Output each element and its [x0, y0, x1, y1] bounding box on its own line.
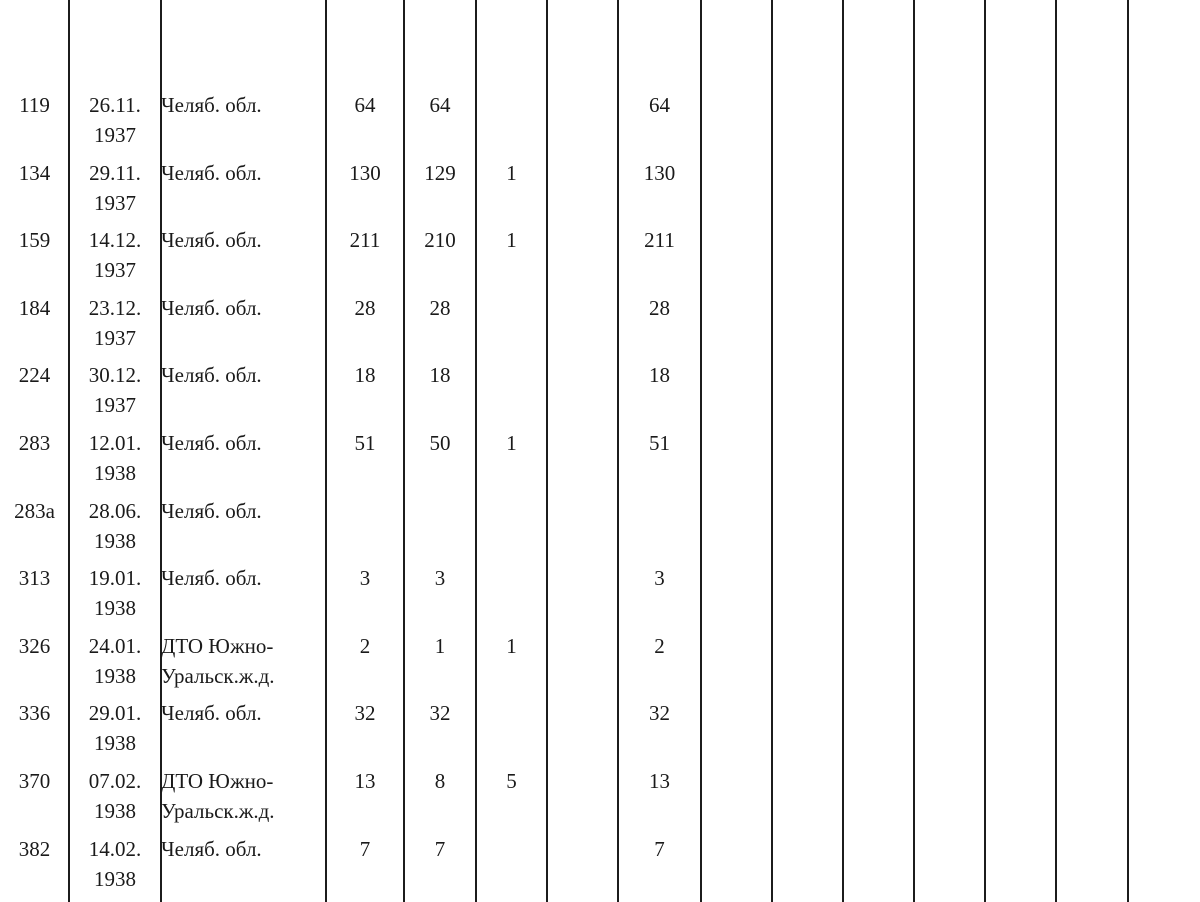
- empty-cell: [701, 158, 772, 226]
- empty-cell: [772, 563, 843, 631]
- record-date: [69, 360, 161, 428]
- table-row: [0, 834, 1200, 902]
- empty-cell: [1056, 496, 1128, 564]
- count-col-7: [547, 496, 618, 564]
- record-number: 134: [18, 160, 51, 185]
- empty-cell: [1056, 428, 1128, 496]
- date-day-month: 26.11.: [89, 93, 141, 117]
- empty-cell: [701, 360, 772, 428]
- count-total: 13: [354, 768, 376, 793]
- count-col-7: [547, 698, 618, 766]
- count-col-5: 32: [429, 701, 451, 726]
- count-col-6: [476, 496, 547, 564]
- count-col-8: 13: [649, 768, 670, 793]
- record-number: 184: [18, 295, 51, 320]
- count-col-8: 211: [644, 228, 675, 253]
- empty-cell: [843, 563, 914, 631]
- empty-cell: [1056, 158, 1128, 226]
- record-region: Челяб. обл.: [161, 363, 262, 388]
- date-year: 1938: [94, 731, 136, 756]
- record-region: Челяб. обл.: [161, 498, 262, 523]
- count-col-6: [476, 293, 547, 361]
- count-col-8: 18: [649, 363, 670, 388]
- empty-cell: [1128, 563, 1200, 631]
- count-col-7: [547, 225, 618, 293]
- table-row: [0, 90, 1200, 158]
- empty-cell: [914, 631, 985, 699]
- record-number: 336: [18, 701, 51, 726]
- date-year: 1938: [94, 460, 136, 485]
- empty-cell: [914, 158, 985, 226]
- record-date: [69, 158, 161, 226]
- empty-cell: [772, 158, 843, 226]
- record-region: ДТО Южно-Уральск.ж.д.: [161, 633, 275, 688]
- table-row: [0, 766, 1200, 834]
- empty-cell: [701, 631, 772, 699]
- date-year: 1937: [94, 258, 136, 283]
- empty-cell: [914, 90, 985, 158]
- empty-cell: [985, 496, 1056, 564]
- empty-cell: [985, 90, 1056, 158]
- empty-cell: [985, 631, 1056, 699]
- empty-cell: [1128, 158, 1200, 226]
- date-day-month: 12.01.: [88, 430, 142, 455]
- count-total: 32: [354, 701, 376, 726]
- record-date: [69, 293, 161, 361]
- count-col-8: 51: [649, 430, 670, 455]
- empty-cell: [914, 360, 985, 428]
- count-col-6: [476, 563, 547, 631]
- table-body: [0, 90, 1200, 901]
- count-col-5: 8: [434, 768, 446, 793]
- count-col-6: [476, 698, 547, 766]
- empty-cell: [1128, 631, 1200, 699]
- date-year: 1938: [94, 663, 136, 688]
- table-row: [0, 225, 1200, 293]
- record-region: ДТО Южно-Уральск.ж.д.: [161, 768, 275, 823]
- count-total: 28: [354, 295, 376, 320]
- count-col-6: [476, 834, 547, 902]
- date-day-month: 28.06.: [88, 498, 142, 523]
- empty-cell: [843, 631, 914, 699]
- empty-cell: [701, 766, 772, 834]
- empty-cell: [1128, 766, 1200, 834]
- count-col-6: 1: [506, 228, 517, 253]
- empty-cell: [772, 428, 843, 496]
- count-col-6: 1: [506, 430, 517, 455]
- count-total: 211: [349, 228, 381, 253]
- empty-cell: [843, 90, 914, 158]
- count-col-6: 5: [506, 768, 517, 793]
- record-number: 224: [18, 363, 51, 388]
- empty-cell: [772, 698, 843, 766]
- count-col-6: [476, 90, 547, 158]
- record-number: 370: [18, 768, 51, 793]
- record-date: [69, 631, 161, 699]
- empty-cell: [1056, 766, 1128, 834]
- empty-cell: [701, 698, 772, 766]
- empty-cell: [985, 834, 1056, 902]
- record-region: Челяб. обл.: [161, 430, 262, 455]
- empty-cell: [772, 293, 843, 361]
- empty-cell: [701, 293, 772, 361]
- count-col-8: 28: [649, 295, 670, 320]
- table-row: [0, 563, 1200, 631]
- empty-cell: [1056, 293, 1128, 361]
- count-col-5: [404, 496, 476, 564]
- empty-cell: [1128, 428, 1200, 496]
- record-region: Челяб. обл.: [161, 228, 262, 253]
- date-day-month: 29.01.: [88, 701, 142, 726]
- date-day-month: 07.02.: [88, 768, 142, 793]
- date-year: 1937: [94, 123, 136, 147]
- date-day-month: 29.11.: [89, 160, 141, 185]
- count-col-5: 64: [429, 93, 451, 117]
- date-year: 1937: [94, 325, 136, 350]
- date-day-month: 24.01.: [88, 633, 142, 658]
- empty-cell: [1056, 360, 1128, 428]
- count-col-5: 129: [424, 160, 456, 185]
- count-col-7: [547, 834, 618, 902]
- empty-cell: [843, 834, 914, 902]
- empty-cell: [985, 293, 1056, 361]
- empty-cell: [1056, 834, 1128, 902]
- date-year: 1938: [94, 596, 136, 621]
- record-number: 382: [18, 836, 51, 861]
- empty-cell: [1128, 360, 1200, 428]
- date-year: 1938: [94, 798, 136, 823]
- empty-cell: [1056, 563, 1128, 631]
- record-region: Челяб. обл.: [161, 295, 262, 320]
- record-number: 119: [19, 93, 50, 117]
- empty-cell: [985, 766, 1056, 834]
- date-year: 1937: [94, 190, 136, 215]
- empty-cell: [914, 766, 985, 834]
- count-col-7: [547, 563, 618, 631]
- empty-cell: [772, 90, 843, 158]
- record-number: 313: [18, 566, 51, 591]
- count-col-7: [547, 428, 618, 496]
- empty-cell: [1056, 90, 1128, 158]
- count-total: 64: [354, 93, 376, 117]
- empty-cell: [914, 698, 985, 766]
- table-row: [0, 293, 1200, 361]
- empty-cell: [701, 834, 772, 902]
- empty-cell: [701, 90, 772, 158]
- table-row: [0, 698, 1200, 766]
- record-number: 283: [18, 430, 51, 455]
- empty-cell: [1128, 90, 1200, 158]
- empty-cell: [843, 225, 914, 293]
- empty-cell: [843, 428, 914, 496]
- empty-cell: [701, 496, 772, 564]
- count-total: 2: [359, 633, 371, 658]
- count-col-7: [547, 360, 618, 428]
- record-date: [69, 225, 161, 293]
- empty-cell: [772, 225, 843, 293]
- record-region: Челяб. обл.: [161, 566, 262, 591]
- count-col-5: 50: [429, 430, 451, 455]
- table-row: [0, 360, 1200, 428]
- date-year: 1937: [94, 393, 136, 418]
- count-total: 7: [359, 836, 371, 861]
- empty-cell: [1128, 293, 1200, 361]
- empty-cell: [772, 834, 843, 902]
- date-day-month: 14.12.: [88, 228, 142, 253]
- empty-cell: [1056, 225, 1128, 293]
- count-col-7: [547, 293, 618, 361]
- empty-cell: [843, 360, 914, 428]
- count-col-8: 130: [643, 160, 676, 185]
- date-day-month: 23.12.: [88, 295, 142, 320]
- empty-cell: [843, 766, 914, 834]
- count-total: 18: [354, 363, 376, 388]
- empty-cell: [914, 496, 985, 564]
- empty-cell: [843, 158, 914, 226]
- empty-cell: [985, 428, 1056, 496]
- empty-cell: [843, 293, 914, 361]
- count-col-7: [547, 766, 618, 834]
- date-day-month: 14.02.: [88, 836, 142, 861]
- empty-cell: [1056, 631, 1128, 699]
- empty-cell: [772, 766, 843, 834]
- empty-cell: [1128, 698, 1200, 766]
- count-col-5: 28: [429, 295, 451, 320]
- empty-cell: [914, 834, 985, 902]
- empty-cell: [1128, 496, 1200, 564]
- empty-cell: [914, 225, 985, 293]
- record-date: [69, 428, 161, 496]
- empty-cell: [914, 428, 985, 496]
- empty-cell: [772, 360, 843, 428]
- count-col-5: 210: [424, 228, 456, 253]
- count-col-8: 2: [654, 633, 665, 658]
- date-year: 1938: [94, 866, 136, 891]
- record-region: Челяб. обл.: [161, 160, 262, 185]
- empty-cell: [701, 225, 772, 293]
- empty-cell: [843, 496, 914, 564]
- record-number: 283а: [14, 498, 55, 523]
- empty-cell: [914, 563, 985, 631]
- count-col-6: 1: [506, 160, 517, 185]
- record-number: 326: [18, 633, 51, 658]
- count-col-8: 7: [654, 836, 665, 861]
- empty-cell: [701, 563, 772, 631]
- count-col-8: [618, 496, 701, 564]
- count-total: 51: [354, 430, 376, 455]
- count-total: [326, 496, 404, 564]
- empty-cell: [843, 698, 914, 766]
- date-day-month: 30.12.: [88, 363, 142, 388]
- count-total: 3: [359, 566, 371, 591]
- record-date: [69, 90, 161, 158]
- empty-cell: [1056, 698, 1128, 766]
- record-region: Челяб. обл.: [161, 93, 262, 117]
- table-row: [0, 158, 1200, 226]
- empty-cell: [914, 293, 985, 361]
- record-date: [69, 766, 161, 834]
- count-col-8: 32: [649, 701, 670, 726]
- table-row: [0, 631, 1200, 699]
- empty-cell: [985, 563, 1056, 631]
- empty-cell: [701, 428, 772, 496]
- empty-cell: [985, 360, 1056, 428]
- count-col-8: 64: [649, 93, 670, 117]
- empty-cell: [985, 698, 1056, 766]
- empty-cell: [1128, 834, 1200, 902]
- count-col-6: [476, 360, 547, 428]
- table-row: [0, 496, 1200, 564]
- date-day-month: 19.01.: [88, 566, 142, 591]
- empty-cell: [772, 631, 843, 699]
- count-col-7: [547, 158, 618, 226]
- count-col-7: [547, 631, 618, 699]
- record-number: 159: [18, 228, 51, 253]
- count-col-5: 18: [429, 363, 451, 388]
- count-col-5: 3: [434, 566, 446, 591]
- record-date: [69, 834, 161, 902]
- empty-cell: [985, 225, 1056, 293]
- empty-cell: [772, 496, 843, 564]
- count-col-7: [547, 90, 618, 158]
- record-region: Челяб. обл.: [161, 836, 262, 861]
- record-date: [69, 496, 161, 564]
- record-date: [69, 563, 161, 631]
- table-row: [0, 428, 1200, 496]
- records-table: [0, 90, 1200, 901]
- empty-cell: [985, 158, 1056, 226]
- count-col-8: 3: [654, 566, 665, 591]
- date-year: 1938: [94, 528, 136, 553]
- count-col-5: 7: [434, 836, 446, 861]
- count-total: 130: [349, 160, 381, 185]
- count-col-5: 1: [434, 633, 446, 658]
- empty-cell: [1128, 225, 1200, 293]
- record-date: [69, 698, 161, 766]
- count-col-6: 1: [506, 633, 517, 658]
- record-region: Челяб. обл.: [161, 701, 262, 726]
